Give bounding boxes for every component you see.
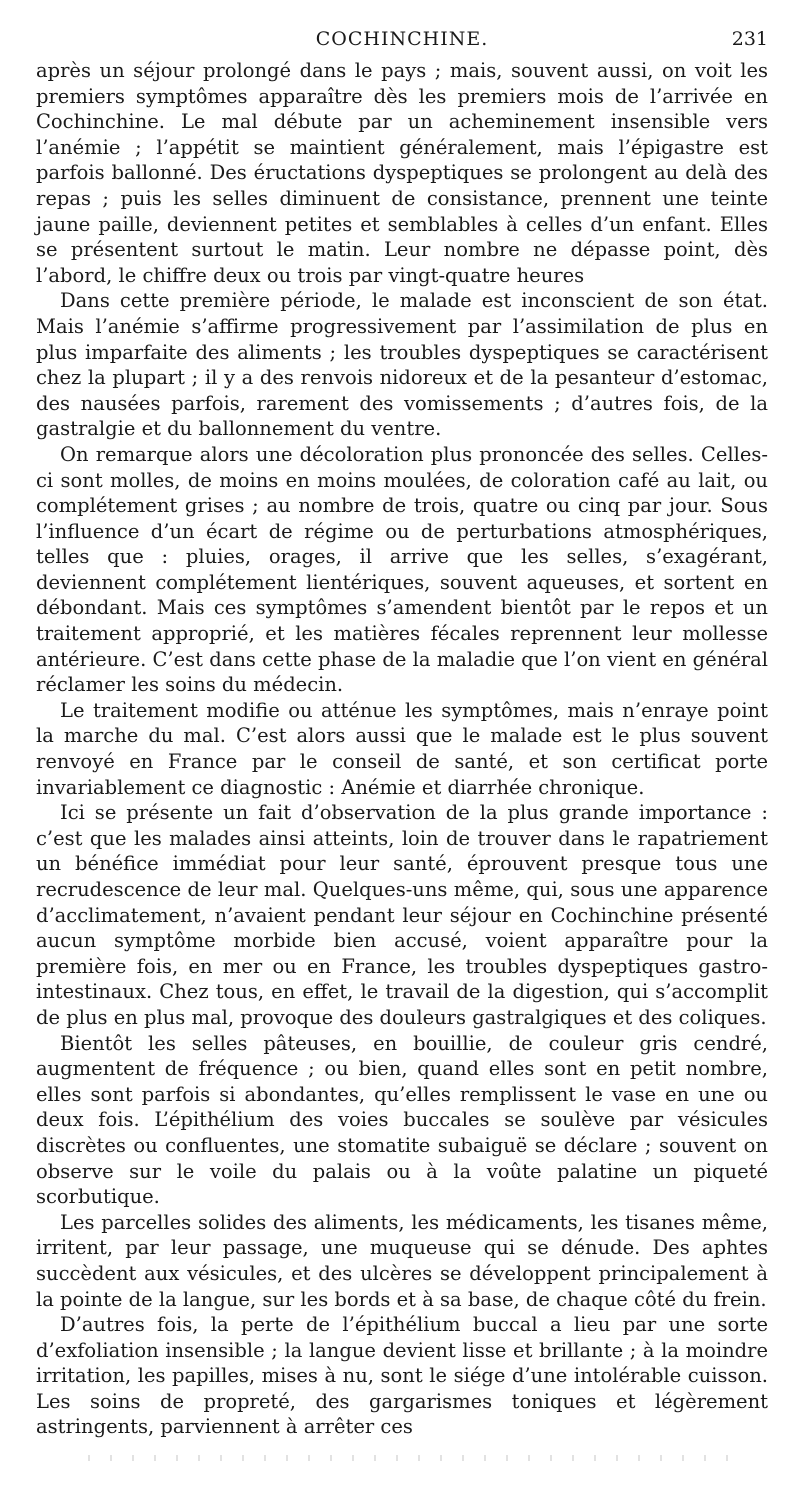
paragraph: Dans cette première période, le malade est inconscient de son état. Mais l’anémie s’affirme progressivement par l’assimilation de plus en plus imparfaite des aliments ; les troubles dyspeptiques se caractérisent chez la plupart ; il y a des renvois nidoreux et de la pesanteur d’estomac, des nausées parfois, rarement des vomissements ; d’autres fois, de la gastralgie et du ballonnement du ventre. <box>36 289 768 441</box>
paragraph: On remarque alors une décoloration plus prononcée des selles. Celles-ci sont molles, de moins en moins moulées, de coloration café au lait, ou complétement grises ; au nombre de trois, quatre ou cinq par jour. Sous l’influence d’un écart de régime ou de perturbations atmosphériques, telles que : pluies, orages, il arrive que les selles, s’exagérant, deviennent complétement lientériques, souvent aqueuses, et sortent en débondant. Mais ces symptômes s’amendent bientôt par le repos et un traitement approprié, et les matières fécales reprennent leur mollesse antérieure. C’est dans cette phase de la maladie que l’on vient en général réclamer les soins du médecin. <box>36 442 768 697</box>
paragraph: Ici se présente un fait d’observation de la plus grande importance : c’est que les malades ainsi atteints, loin de trouver dans le rapatriement un bénéfice immédiat pour leur santé, éprouvent presque tous une recrudescence de leur mal. Quelques-uns même, qui, sous une apparence d’acclimatement, n’avaient pendant leur séjour en Cochinchine présenté aucun symptôme morbide bien accusé, voient apparaître pour la première fois, en mer ou en France, les troubles dyspeptiques gastro-intestinaux. Chez tous, en effet, le travail de la digestion, qui s’accomplit de plus en plus mal, provoque des douleurs gastralgiques et des coliques. <box>36 801 768 1029</box>
paragraph: Les parcelles solides des aliments, les médicaments, les tisanes même, irritent, par leur passage, une muqueuse qui se dénude. Des aphtes succèdent aux vésicules, et des ulcères se développent principalement à la pointe de la langue, sur les bords et à sa base, de chaque côté du frein. <box>36 1210 768 1311</box>
paragraph: après un séjour prolongé dans le pays ; mais, souvent aussi, on voit les premiers symptômes apparaître dès les premiers mois de l’arrivée en Cochinchine. Le mal débute par un acheminement insensible vers l’anémie ; l’appétit se maintient généralement, mais l’épigastre est parfois ballonné. Des éructations dyspeptiques se prolongent au delà des repas ; puis les selles diminuent de consistance, prennent une teinte jaune paille, deviennent petites et semblables à celles d’un enfant. Elles se présentent surtout le matin. Leur nombre ne dépasse point, dès l’abord, le chiffre deux ou trois par vingt-quatre heures <box>36 59 768 287</box>
paragraph: D’autres fois, la perte de l’épithélium buccal a lieu par une sorte d’exfoliation insensible ; la langue devient lisse et brillante ; à la moindre irritation, les papilles, mises à nu, sont le siége d’une intolérable cuisson. Les soins de propreté, des gargarismes toniques et légèrement astringents, parviennent à arrêter ces <box>36 1313 768 1439</box>
running-head: COCHINCHINE. <box>315 28 489 50</box>
body-text <box>36 58 768 1440</box>
page-header <box>36 22 768 58</box>
book-page <box>36 22 768 1440</box>
paragraph: Bientôt les selles pâteuses, en bouillie, de couleur gris cendré, augmentent de fréquence ; ou bien, quand elles sont en petit nombre, elles sont parfois si abondantes, qu’elles remplissent le vase en une ou deux fois. L’épithélium des voies buccales se soulève par vésicules discrètes ou confluentes, une stomatite subaiguë se déclare ; souvent on observe sur le voile du palais ou à la voûte palatine un piqueté scorbutique. <box>36 1031 768 1209</box>
show-through-artifact <box>88 1455 748 1461</box>
paragraph: Le traitement modifie ou atténue les symptômes, mais n’enraye point la marche du mal. C’est alors aussi que le malade est le plus souvent renvoyé en France par le conseil de santé, et son certificat porte invariablement ce diagnostic : Anémie et diarrhée chronique. <box>36 698 768 799</box>
page-number: 231 <box>731 28 768 50</box>
